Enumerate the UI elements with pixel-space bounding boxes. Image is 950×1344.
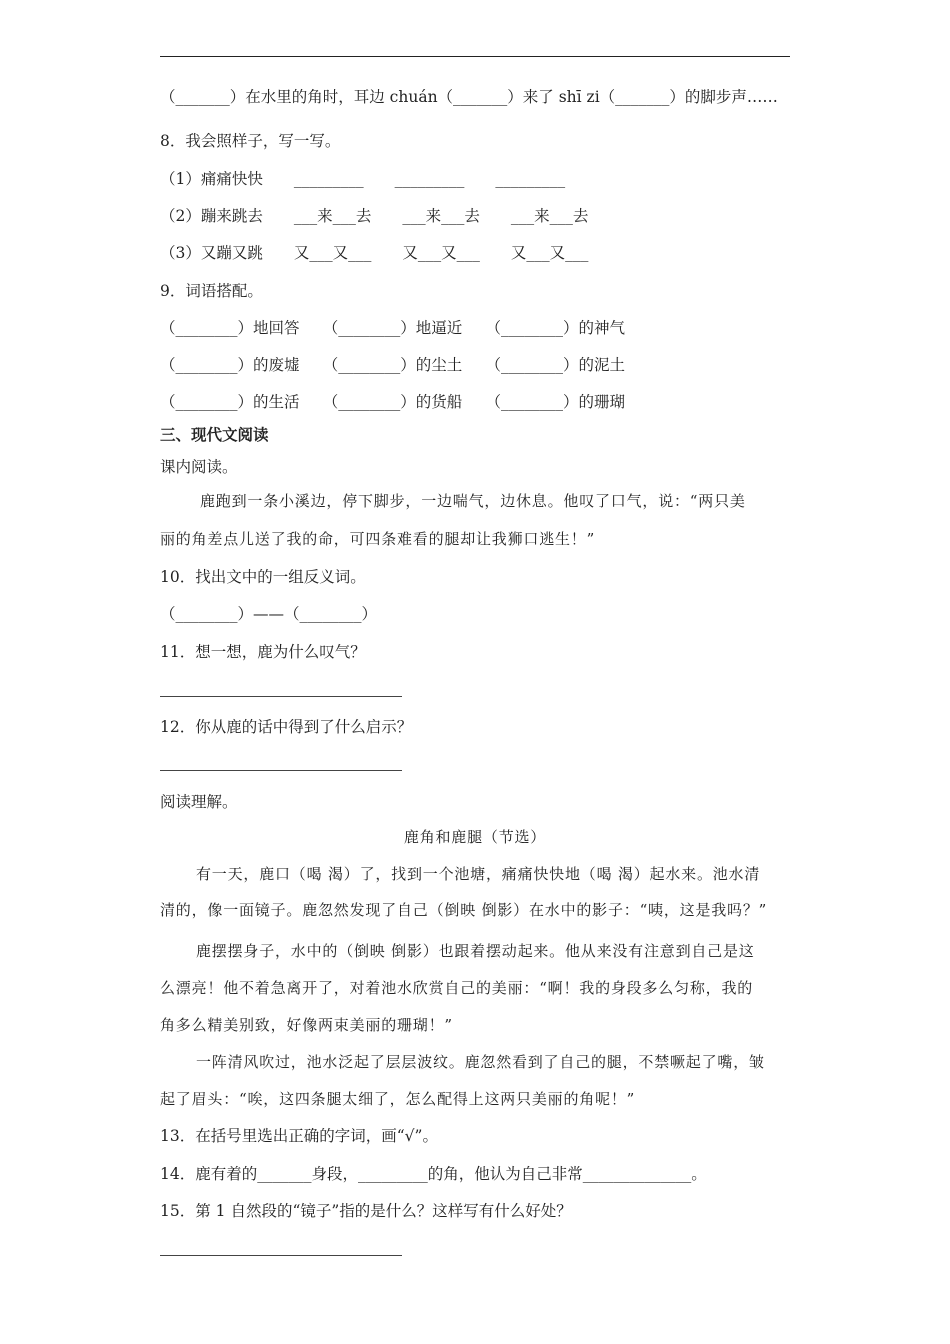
q11-answer-line — [160, 696, 402, 697]
section-title: 三、现代文阅读 — [160, 425, 269, 444]
pinyin-fill-line: （_______）在水里的角时，耳边 chuán（_______）来了 shī zi（_______）的脚步声…… — [160, 88, 778, 106]
passage2-line-1: 有一天，鹿口（喝 渴）了，找到一个池塘，痛痛快快地（喝 渴）起水来。池水清 — [196, 865, 761, 883]
passage1-line-2: 丽的角差点儿送了我的命，可四条难看的腿却让我狮口逃生！” — [160, 530, 596, 548]
header-rule — [160, 56, 790, 57]
subsection-reading-comprehension: 阅读理解。 — [160, 793, 238, 811]
q10-title: 10．找出文中的一组反义词。 — [160, 568, 366, 586]
q8-title: 8．我会照样子，写一写。 — [160, 132, 341, 150]
q9-row-2: （________）的废墟 （________）的尘土 （________）的泥土 — [160, 356, 626, 374]
q13-title: 13．在括号里选出正确的字词，画“√”。 — [160, 1127, 438, 1145]
q9-row-3: （________）的生活 （________）的货船 （________）的珊瑚 — [160, 393, 626, 411]
q8-row-3: （3）又蹦又跳 又___又___ 又___又___ 又___又___ — [160, 244, 589, 262]
passage1-line-1: 鹿跑到一条小溪边，停下脚步，一边喘气，边休息。他叹了口气，说：“两只美 — [200, 492, 746, 510]
q8-row-2: （2）蹦来跳去 ___来___去 ___来___去 ___来___去 — [160, 207, 589, 225]
q9-row-1: （________）地回答 （________）地逼近 （________）的神气 — [160, 319, 626, 337]
q10-answer: （________）——（________） — [160, 605, 378, 623]
passage2-line-2: 清的，像一面镜子。鹿忽然发现了自己（倒映 倒影）在水中的影子：“咦，这是我吗？” — [160, 901, 768, 919]
q12-answer-line — [160, 770, 402, 771]
q14-title: 14．鹿有着的_______身段，_________的角，他认为自己非常______________。 — [160, 1165, 707, 1183]
passage2-line-3: 鹿摆摆身子，水中的（倒映 倒影）也跟着摆动起来。他从来没有注意到自己是这 — [196, 942, 755, 960]
passage2-title: 鹿角和鹿腿（节选） — [403, 828, 547, 846]
passage2-line-4: 么漂亮！他不着急离开了，对着池水欣赏自己的美丽：“啊！我的身段多么匀称，我的 — [160, 979, 754, 997]
passage2-line-5: 角多么精美别致，好像两束美丽的珊瑚！” — [160, 1016, 453, 1034]
q8-row-1: （1）痛痛快快 _________ _________ _________ — [160, 170, 566, 188]
q9-title: 9．词语搭配。 — [160, 282, 263, 300]
passage2-line-7: 起了眉头：“唉，这四条腿太细了，怎么配得上这两只美丽的角呢！” — [160, 1090, 636, 1108]
q15-answer-line — [160, 1255, 402, 1256]
q15-title: 15．第 1 自然段的“镜子”指的是什么？这样写有什么好处？ — [160, 1202, 572, 1220]
q11-title: 11．想一想，鹿为什么叹气？ — [160, 643, 366, 661]
q12-title: 12．你从鹿的话中得到了什么启示？ — [160, 718, 413, 736]
subsection-in-class-reading: 课内阅读。 — [160, 458, 238, 476]
passage2-line-6: 一阵清风吹过，池水泛起了层层波纹。鹿忽然看到了自己的腿，不禁噘起了嘴，皱 — [196, 1053, 765, 1071]
